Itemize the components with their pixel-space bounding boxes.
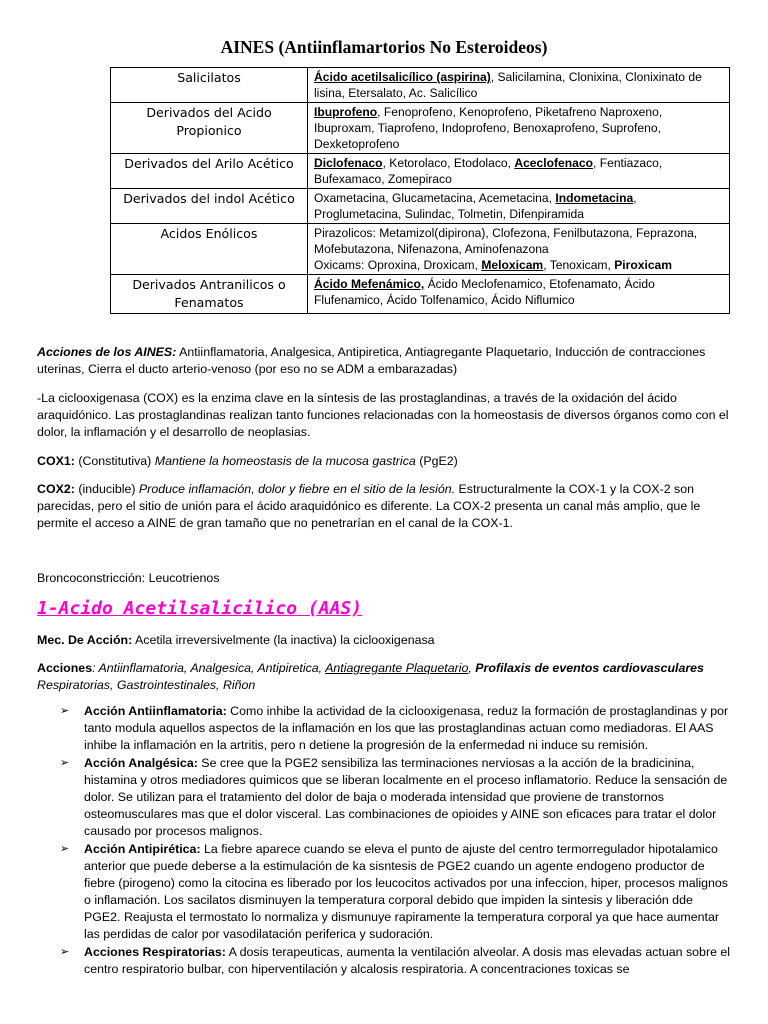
family-cell: Acidos Enólicos (111, 224, 308, 275)
acciones-aas-text: , (468, 661, 476, 675)
key-drug: Piroxicam (614, 258, 673, 272)
acciones-aas-label: Acciones (37, 661, 93, 675)
cox1-tail: (PgE2) (415, 454, 458, 468)
acciones-aas-paragraph (37, 660, 732, 694)
cox2-desc: Produce inflamación, dolor y fiebre en el sitio de la lesión. (138, 482, 456, 496)
cox1-desc: Mantiene la homeostasis de la mucosa gastrica (154, 454, 416, 468)
family-cell: Derivados Antranilicos o Fenamatos (111, 275, 308, 314)
key-drug: Aceclofenaco (514, 156, 593, 170)
cox2-label: COX2: (37, 482, 75, 496)
drug-list: Pirazolicos: Metamizol(dipirona), Clofezona, Fenilbutazona, Feprazona, Mofebutazona, Nifenazona, Aminofenazona (314, 226, 698, 256)
table-row (111, 275, 730, 314)
drugs-cell (308, 154, 730, 189)
table-row (111, 224, 730, 275)
drugs-cell (308, 275, 730, 314)
table-row (111, 154, 730, 189)
drug-list (314, 257, 723, 273)
mec-text: Acetila irreversivelmente (la inactiva) la ciclooxigenasa (132, 633, 435, 647)
cox2-type: (inducible) (74, 482, 139, 496)
cox1-type: (Constitutiva) (74, 454, 155, 468)
bullet-text: Como inhibe la actividad de la ciclooxigenasa, reduz la formación de prostaglandinas y por tanto modula aquellos aspectos de la inflamación en los que las prostaglandinas actuan como mediadoras. El AAS inhibe la inflamación en la artritis, pero n detiene la progresión de la enfermedad ni induce su remisión. (84, 704, 729, 752)
acciones-aas-text: Antiagregante Plaquetario (325, 661, 469, 675)
key-drug: Ibuprofeno (314, 105, 378, 119)
family-cell: Derivados del Arilo Acético (111, 154, 308, 189)
drug-list: , Proglumetacina, Sulindac, Tolmetin, Difenpiramida (314, 191, 637, 221)
cox-intro-paragraph: -La ciclooxigenasa (COX) es la enzima clave en la síntesis de las prostaglandinas, a través de la oxidación del ácido araquidónico. Las prostaglandinas realizan tanto funciones relacionadas con la homeostasis de diversos órganos como con el dolor, la inflamación y el desarrollo de neoplasias. (37, 391, 729, 439)
list-item (60, 755, 732, 840)
bullet-text: La fiebre aparece cuando se eleva el punto de ajuste del centro termorregulador hipotalamico anterior que puede deberse a la estimulación de ka sisntesis de PGE2 cuando un agente endogeno productor de fiebre (pirogeno) como la citocina es liberado por los leucocitos activados por una infeccion, hiper, procesos malignos o inflamación. Los sacilatos disminuyen la temperatura corporal debido que impiden la sintesis y liberación dde PGE2. Reajusta el termostato lo normaliza y dismunuye rapiramente la temperatura corporal ya que hace aumentar las perdidas de calor por vasodilatación periferica y sudoración. (84, 842, 728, 941)
aines-classification-table (110, 67, 730, 314)
table-row (111, 189, 730, 224)
acciones-aines-paragraph (37, 344, 732, 378)
acciones-label: Acciones de los AINES: (37, 345, 177, 359)
family-cell: Derivados del Acido Propionico (111, 103, 308, 154)
acciones-text: Antiinflamatoria, Analgesica, Antipiretica, Antiagregante Plaquetario, Inducción de contracciones uterinas, Cierra el ducto arterio-venoso (por eso no se ADM a embarazadas) (37, 345, 706, 376)
table-row (111, 68, 730, 103)
drug-list: , Salicilamina, Clonixina, Clonixinato de lisina, Etersalato, Ac. Salicílico (314, 70, 702, 100)
arrow-bullet-icon: ➢ (60, 946, 70, 958)
family-cell: Derivados del indol Acético (111, 189, 308, 224)
bullet-label: Acciones Respiratorias: (84, 945, 226, 959)
drug-list: , Fentiazaco, Bufexamaco, Zomepiraco (314, 156, 663, 186)
mec-accion-paragraph (37, 632, 732, 649)
drugs-cell (308, 68, 730, 103)
bullet-label: Acción Antiinflamatoria: (84, 704, 227, 718)
bronco-paragraph: Broncoconstricción: Leucotrienos (37, 571, 220, 585)
drugs-cell (308, 189, 730, 224)
acciones-list (60, 703, 732, 979)
drug-list: Oxicams: Oproxina, Droxicam, (314, 258, 482, 272)
page-title: AINES (Antiinflamartorios No Esteroideos) (220, 37, 548, 57)
acciones-aas-text: : Antiinflamatoria, Analgesica, Antipiretica, (92, 661, 326, 675)
bullet-label: Acción Analgésica: (84, 756, 198, 770)
arrow-bullet-icon: ➢ (60, 705, 70, 717)
list-item (60, 944, 732, 978)
list-item (60, 841, 732, 943)
bullet-text: Se cree que la PGE2 sensibiliza las terminaciones nerviosas a la acción de la bradicinina, histamina y otros mediadores quimicos que se liberan localmente en el proceso inflamatorio. Reduce la sensación de dolor. Se utilizan para el tratamiento del dolor de baja o moderada intensidad que proviene de transtornos osteomusculares mas que el dolor visceral. Las combinaciones de opioides y AINE son eficaces para tratar el dolor causado por procesos malignos. (84, 756, 728, 838)
cox2-tail: Estructuralmente la COX-1 y la COX-2 son parecidas, pero el sitio de unión para el ácido araquidónico es diferente. La COX-2 presenta un canal más amplio, que le permite el acceso a AINE de gran tamaño que no penetrarían en el canal de la COX-1. (37, 482, 701, 530)
drug-list: , Fenoprofeno, Kenoprofeno, Piketafreno Naproxeno, Ibuproxam, Tiaprofeno, Indoprofeno, Benoxaprofeno, Suprofeno, Dexketoprofeno (314, 105, 663, 151)
cox1-label: COX1: (37, 454, 75, 468)
list-item (60, 703, 732, 754)
mec-label: Mec. De Acción: (37, 633, 133, 647)
acciones-aas-text: Respiratorias, Gastrointestinales, Riñon (37, 678, 256, 692)
cox2-paragraph (37, 481, 732, 532)
bullet-text: A dosis terapeuticas, aumenta la ventilación alveolar. A dosis mas elevadas actuan sobre el centro respiratorio bulbar, con hiperventilación y alcalosis respiratoria. A concentraciones toxicas se (84, 945, 731, 976)
family-cell: Salicilatos (111, 68, 308, 103)
table-row (111, 103, 730, 154)
key-drug: Ácido Mefenámico, (314, 277, 425, 291)
bullet-label: Acción Antipirética: (84, 842, 201, 856)
drug-list: Oxametacina, Glucametacina, Acemetacina, (314, 191, 556, 205)
key-drug: Indometacina (555, 191, 634, 205)
section-heading: 1-Acido Acetilsalicilico (AAS) (37, 598, 363, 619)
key-drug: Ácido acetilsalicílico (aspirina) (314, 70, 491, 84)
drugs-cell (308, 224, 730, 275)
key-drug: Meloxicam (481, 258, 544, 272)
cox1-paragraph (37, 453, 732, 470)
drug-list: Ácido Meclofenamico, Etofenamato, Ácido Flufenamico, Ácido Tolfenamico, Ácido Niflumico (314, 277, 655, 307)
drug-list: , Ketorolaco, Etodolaco, (382, 156, 515, 170)
arrow-bullet-icon: ➢ (60, 757, 70, 769)
drug-list: , Tenoxicam, (543, 258, 615, 272)
drugs-cell (308, 103, 730, 154)
key-drug: Diclofenaco (314, 156, 383, 170)
arrow-bullet-icon: ➢ (60, 843, 70, 855)
acciones-aas-text: Profilaxis de eventos cardiovasculares (475, 661, 704, 675)
